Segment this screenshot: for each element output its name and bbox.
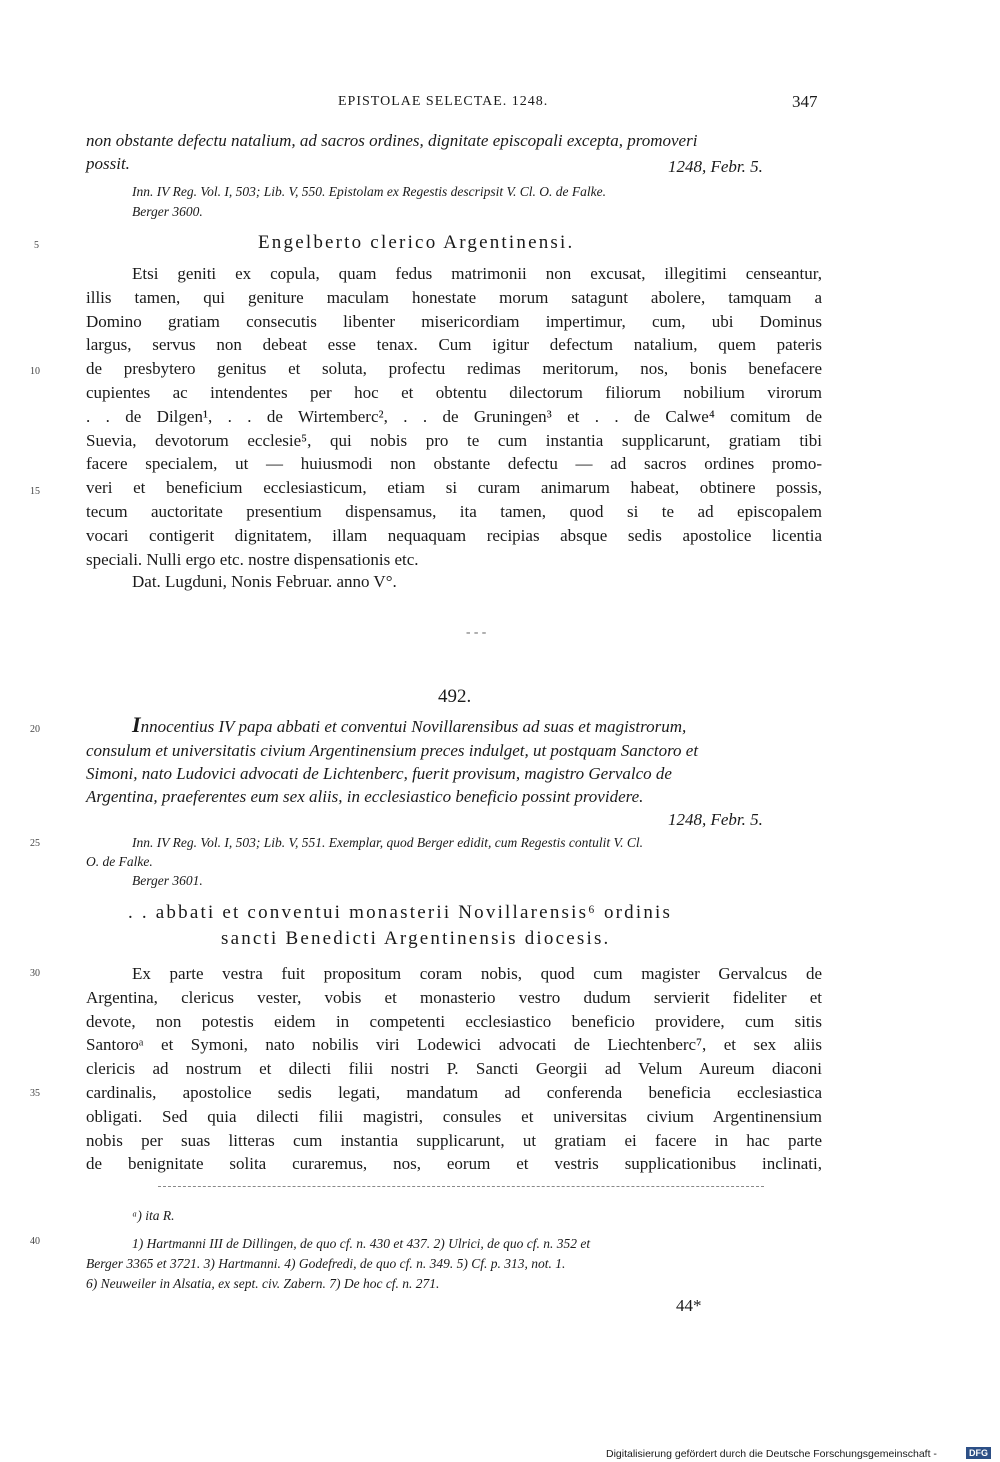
- body-line: Argentina, clericus vester, vobis et monasterio vestro dudum servierit fideliter et: [86, 987, 822, 1007]
- source-line-1: Inn. IV Reg. Vol. I, 503; Lib. V, 551. Exemplar, quod Berger edidit, cum Regestis contulit V. Cl.: [132, 835, 643, 850]
- summary-line-4: Argentina, praeferentes eum sex aliis, in ecclesiastico beneficio possint providere.: [86, 787, 644, 806]
- line-number: 40: [30, 1236, 40, 1247]
- summary-initial: I: [132, 712, 141, 737]
- body-line: Santoroᵃ et Symoni, nato nobilis viri Lodewici advocati de Liechtenberc⁷, et sex aliis: [86, 1035, 822, 1055]
- footnote-line-2: Berger 3365 et 3721. 3) Hartmanni. 4) Godefredi, de quo cf. n. 349. 5) Cf. p. 313, not. 1.: [86, 1256, 566, 1271]
- dfg-logo: DFG: [966, 1447, 991, 1459]
- address-line-1: . . abbati et conventui monasterii Novillarensis⁶ ordinis: [128, 902, 673, 923]
- source-line-2: O. de Falke.: [86, 854, 153, 869]
- prev-body-line: illis tamen, qui geniture maculam honestate morum satagunt abolere, tamquam a: [86, 287, 822, 307]
- prev-body-line: tecum auctoritate presentium dispensamus, ita tamen, quod si te ad episcopalem: [86, 501, 822, 521]
- separator: - - -: [466, 624, 487, 639]
- line-number: 30: [30, 968, 40, 979]
- prev-body-line: facere specialem, ut — huiusmodi non obstante defectu — ad sacros ordines promo-: [86, 454, 822, 474]
- body-line: devote, non potestis eidem in competenti ecclesiastico beneficio providere, cum sitis: [86, 1011, 822, 1031]
- prev-tail-line-2: possit.: [86, 154, 130, 173]
- body-line: de benignitate solita curaremus, nos, eorum et vestris supplicationibus inclinati,: [86, 1154, 822, 1174]
- prev-body-line: veri et beneficium ecclesiasticum, etiam si curam animarum habeat, obtinere possis,: [86, 478, 822, 498]
- footnote-variant: ᵃ) ita R.: [132, 1208, 175, 1223]
- summary-line-1: [132, 712, 686, 738]
- prev-body-line: Domino gratiam consecutis libenter misericordiam impertimur, cum, ubi Dominus: [86, 311, 822, 331]
- prev-address: Engelberto clerico Argentinensi.: [258, 232, 575, 253]
- page-number: 347: [792, 92, 818, 111]
- prev-body-line: de presbytero genitus et soluta, profectu redimas meritorum, nos, bonis benefacere: [86, 359, 822, 379]
- letter-body: [86, 962, 822, 1176]
- prev-dat-line: Dat. Lugduni, Nonis Februar. anno V°.: [132, 572, 397, 591]
- prev-body-line: cupientes ac intendentes per hoc et obtentu dilectorum filiorum nobilium virorum: [86, 382, 822, 402]
- prev-body-line: Suevia, devotorum ecclesie⁵, qui nobis pro te cum instantia supplicarunt, gratiam tibi: [86, 430, 822, 450]
- prev-body-line: speciali. Nulli ergo etc. nostre dispensationis etc.: [86, 549, 419, 569]
- prev-source-line-2: Berger 3600.: [132, 204, 203, 219]
- prev-body: [86, 262, 822, 571]
- prev-tail-line-1: non obstante defectu natalium, ad sacros ordines, dignitate episcopali excepta, promoveri: [86, 131, 698, 150]
- line-number: 15: [30, 486, 40, 497]
- body-line: Ex parte vestra fuit propositum coram nobis, quod cum magister Gervalcus de: [132, 964, 822, 983]
- body-line: cardinalis, apostolice sedis legati, mandatum ad conferenda beneficia ecclesiastica: [86, 1082, 822, 1102]
- prev-source-line-1: Inn. IV Reg. Vol. I, 503; Lib. V, 550. Epistolam ex Regestis descripsit V. Cl. O. de Falke.: [132, 184, 606, 199]
- prev-body-line: vocari contigerit dignitatem, illam nequaquam recipias absque sedis apostolice licentia: [86, 525, 822, 545]
- digitization-credit: Digitalisierung gefördert durch die Deutsche Forschungsgemeinschaft -: [606, 1448, 937, 1460]
- line-number: 35: [30, 1088, 40, 1099]
- prev-body-line: Etsi geniti ex copula, quam fedus matrimonii non excusat, illegitimi censeantur,: [132, 264, 822, 283]
- footnote-line-3: 6) Neuweiler in Alsatia, ex sept. civ. Zabern. 7) De hoc cf. n. 271.: [86, 1276, 440, 1291]
- footnote-line-1: 1) Hartmanni III de Dillingen, de quo cf. n. 430 et 437. 2) Ulrici, de quo cf. n. 352 et: [132, 1236, 591, 1251]
- body-line: clericis ad nostrum et dilecti filii nostri P. Sancti Georgii ad Velum Aureum diaconi: [86, 1059, 822, 1079]
- prev-date: 1248, Febr. 5.: [668, 157, 763, 176]
- summary-line-2: consulum et universitatis civium Argentinensium preces indulget, ut postquam Sanctoro et: [86, 741, 699, 760]
- prev-body-line: largus, servus non debeat esse tenax. Cum igitur defectum natalium, quem pateris: [86, 335, 822, 355]
- line-number: 20: [30, 724, 40, 735]
- body-line: nobis per suas litteras cum instantia supplicarunt, ut gratiam ei facere in hac parte: [86, 1130, 822, 1150]
- prev-body-line: . . de Dilgen¹, . . de Wirtemberc², . . de Gruningen³ et . . de Calwe⁴ comitum de: [86, 406, 822, 426]
- body-line: obligati. Sed quia dilecti filii magistri, consules et universitas civium Argentinensium: [86, 1106, 822, 1126]
- letter-number: 492.: [438, 686, 472, 707]
- line-number: 10: [30, 366, 40, 377]
- sheet-signature: 44*: [676, 1296, 702, 1315]
- summary-line-1-text: nnocentius IV papa abbati et conventui Novillarensibus ad suas et magistrorum,: [140, 717, 687, 736]
- summary-line-3: Simoni, nato Ludovici advocati de Lichtenberc, fuerit provisum, magistro Gervalco de: [86, 764, 672, 783]
- line-number: 5: [34, 240, 39, 251]
- footnote-rule: [158, 1186, 764, 1187]
- running-title: EPISTOLAE SELECTAE. 1248.: [338, 94, 549, 109]
- source-line-3: Berger 3601.: [132, 873, 203, 888]
- address-line-2: sancti Benedicti Argentinensis diocesis.: [221, 928, 611, 949]
- letter-date: 1248, Febr. 5.: [668, 810, 763, 829]
- line-number: 25: [30, 838, 40, 849]
